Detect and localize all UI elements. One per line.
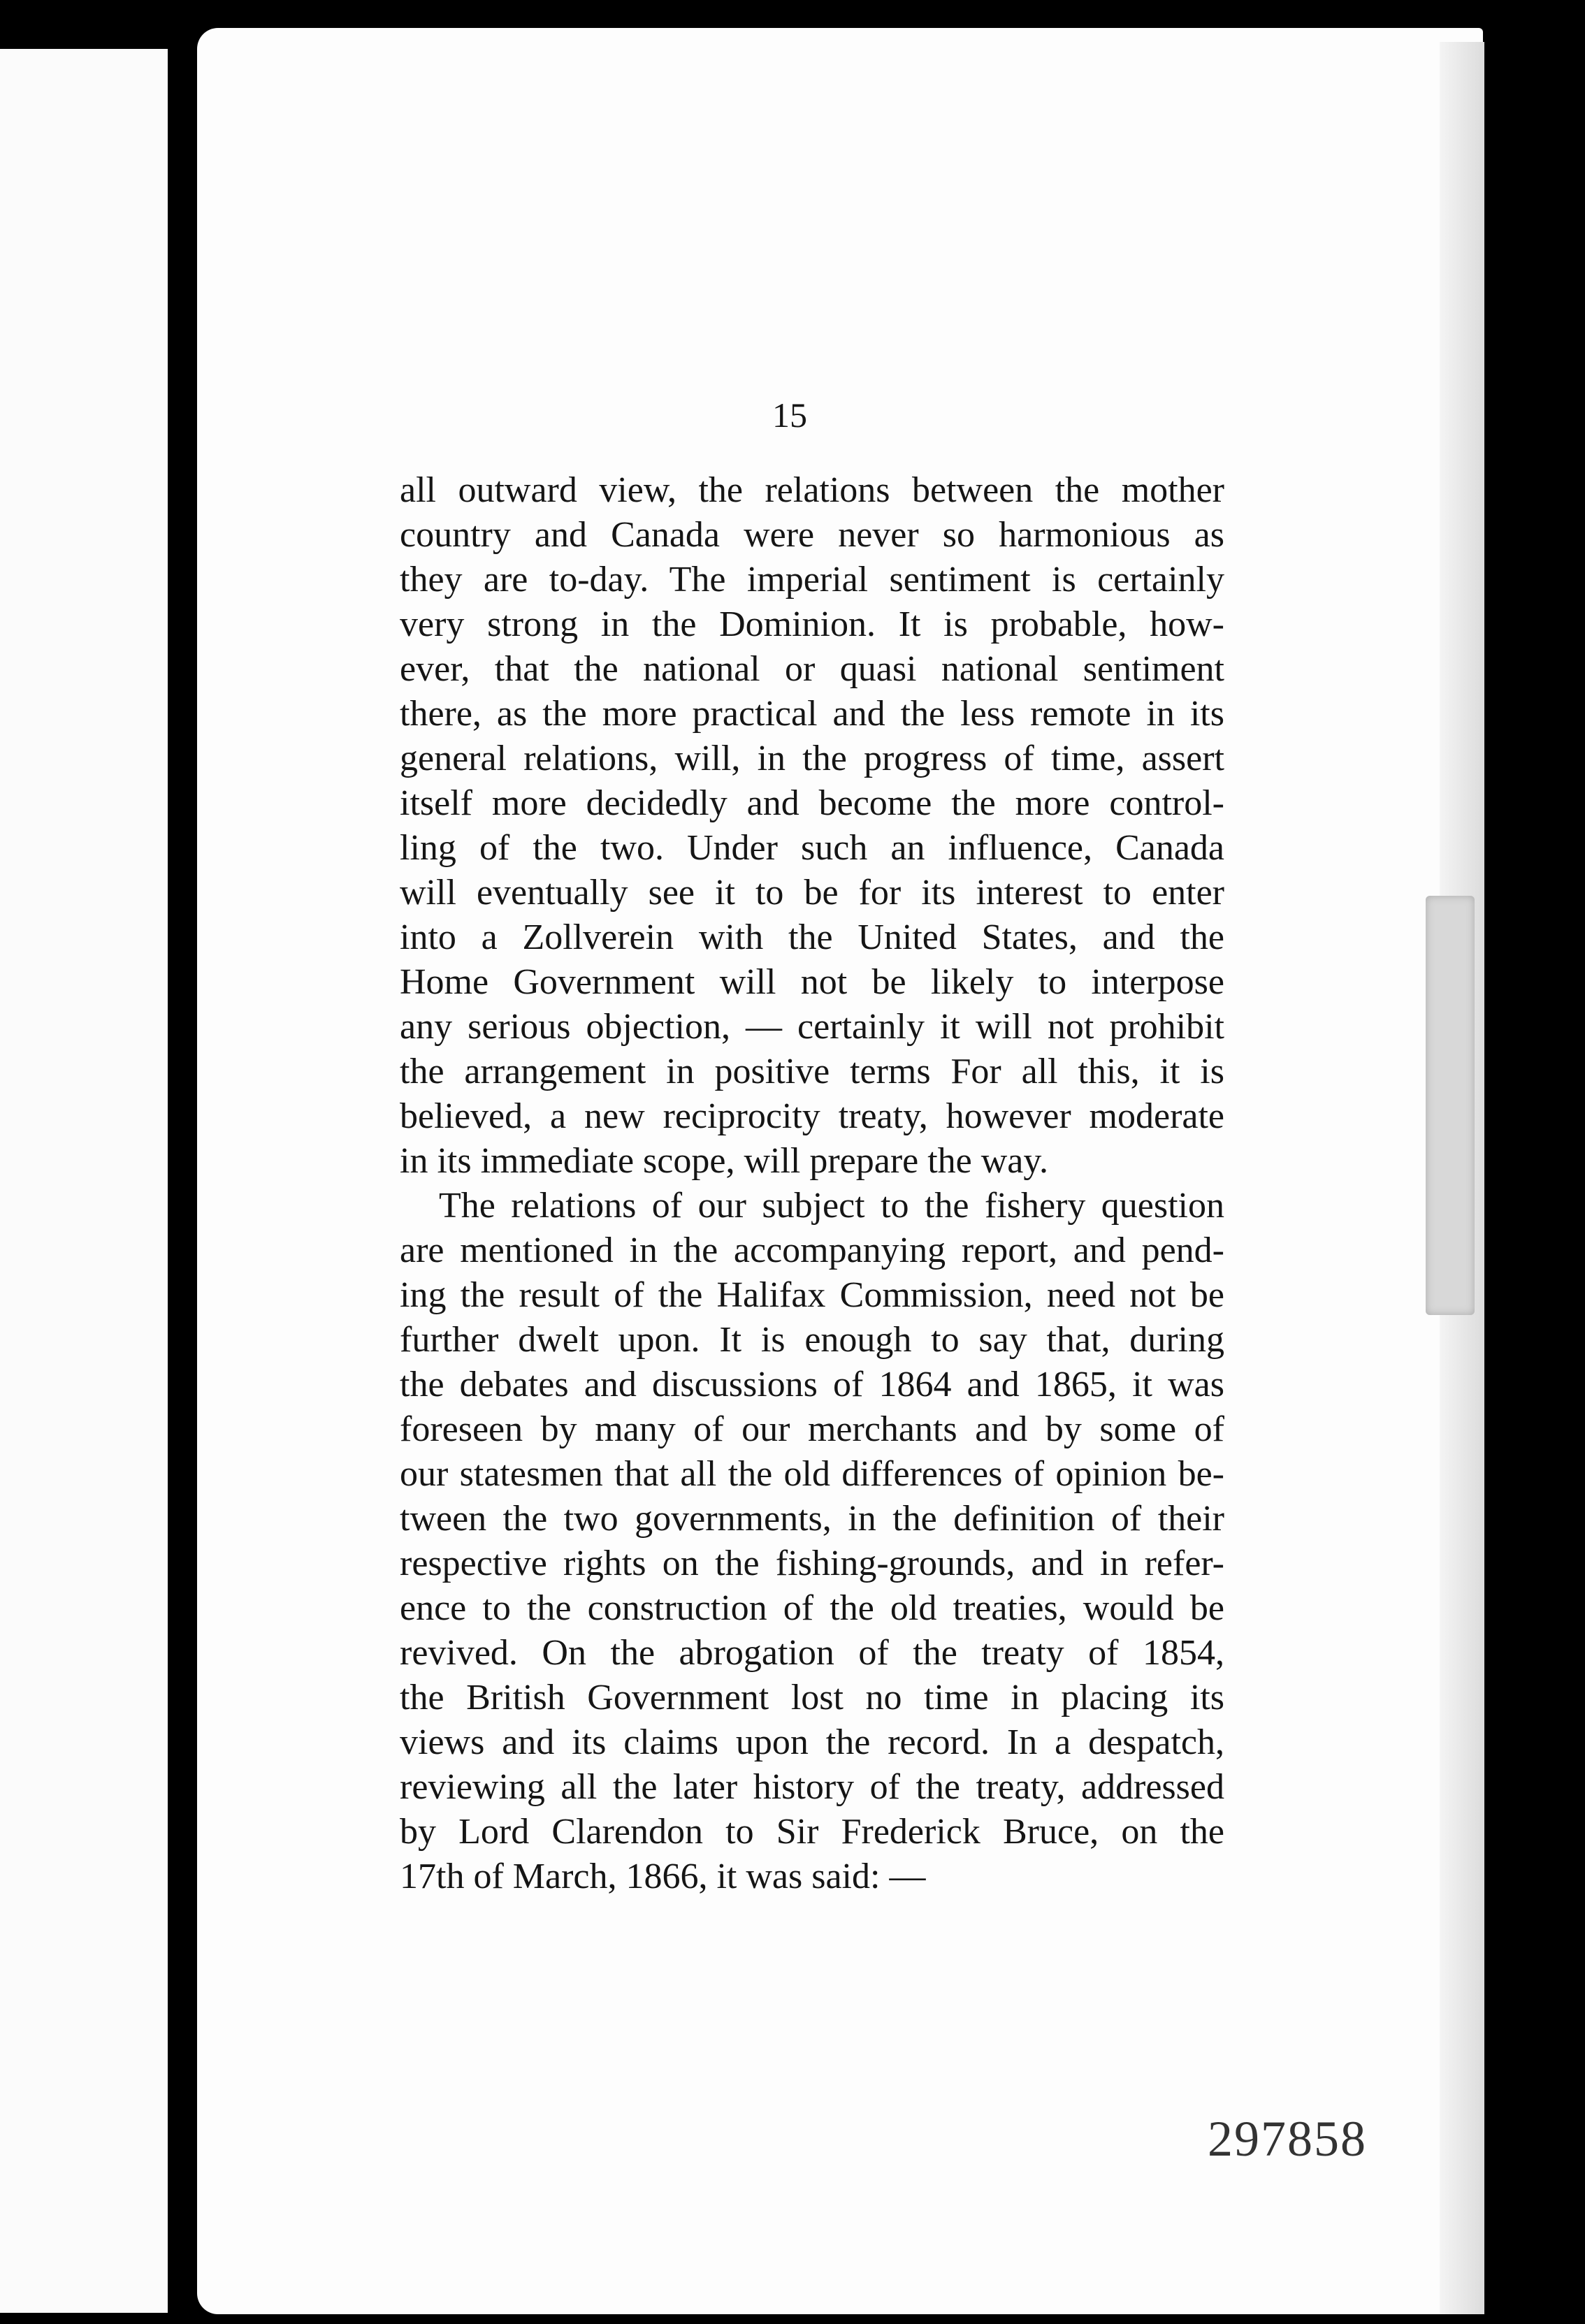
text-line: believed, a new reciprocity treaty, however moderate [400,1096,1224,1136]
text-line: ever, that the national or quasi national sentiment [400,649,1224,689]
text-line: ence to the construction of the old treaties, would be [400,1588,1224,1628]
text-line: in its immediate scope, will prepare the way. [400,1141,1049,1181]
text-line: further dwelt upon. It is enough to say that, during [400,1320,1224,1360]
paragraph [400,1184,1224,1899]
text-line: very strong in the Dominion. It is probable, how- [400,604,1224,644]
text-line: the debates and discussions of 1864 and 1865, it was [400,1365,1224,1404]
text-line: the British Government lost no time in placing its [400,1678,1224,1717]
page-tab-marker [1426,896,1475,1315]
text-line: revived. On the abrogation of the treaty of 1854, [400,1633,1224,1673]
text-line: by Lord Clarendon to Sir Frederick Bruce, on the [400,1812,1224,1852]
facing-page-edge [0,49,168,2313]
text-line: ing the result of the Halifax Commission, need not be [400,1275,1224,1315]
text-line: all outward view, the relations between the mother [400,470,1224,510]
text-line: there, as the more practical and the less remote in its [400,694,1224,734]
text-line: into a Zollverein with the United States, and the [400,917,1224,957]
text-line: The relations of our subject to the fishery question [439,1186,1224,1226]
text-line: our statesmen that all the old differences of opinion be- [400,1454,1224,1494]
text-line: tween the two governments, in the definition of their [400,1499,1224,1539]
text-line: 17th of March, 1866, it was said: — [400,1857,926,1896]
text-line: they are to-day. The imperial sentiment is certainly [400,560,1224,600]
text-line: the arrangement in positive terms For all this, it is [400,1052,1224,1091]
text-line: country and Canada were never so harmonious as [400,515,1224,555]
text-line: foreseen by many of our merchants and by some of [400,1409,1224,1449]
text-line: respective rights on the fishing-grounds, and in refer- [400,1544,1224,1583]
text-line: ling of the two. Under such an influence, Canada [400,828,1224,868]
text-line: itself more decidedly and become the more control- [400,783,1224,823]
text-line: Home Government will not be likely to interpose [400,962,1224,1002]
page-number: 15 [772,395,807,435]
text-line: general relations, will, in the progress of time, assert [400,739,1224,778]
text-line: reviewing all the later history of the treaty, addressed [400,1767,1224,1807]
text-line: are mentioned in the accompanying report, and pend- [400,1230,1224,1270]
library-stamp-number: 297858 [1208,2111,1367,2167]
paragraph [400,468,1224,1184]
text-line: views and its claims upon the record. In a despatch, [400,1722,1224,1762]
text-line: any serious objection, — certainly it will not prohibit [400,1007,1224,1047]
text-line: will eventually see it to be for its interest to enter [400,873,1224,913]
book-gutter [168,28,198,2313]
body-text [400,468,1224,1899]
